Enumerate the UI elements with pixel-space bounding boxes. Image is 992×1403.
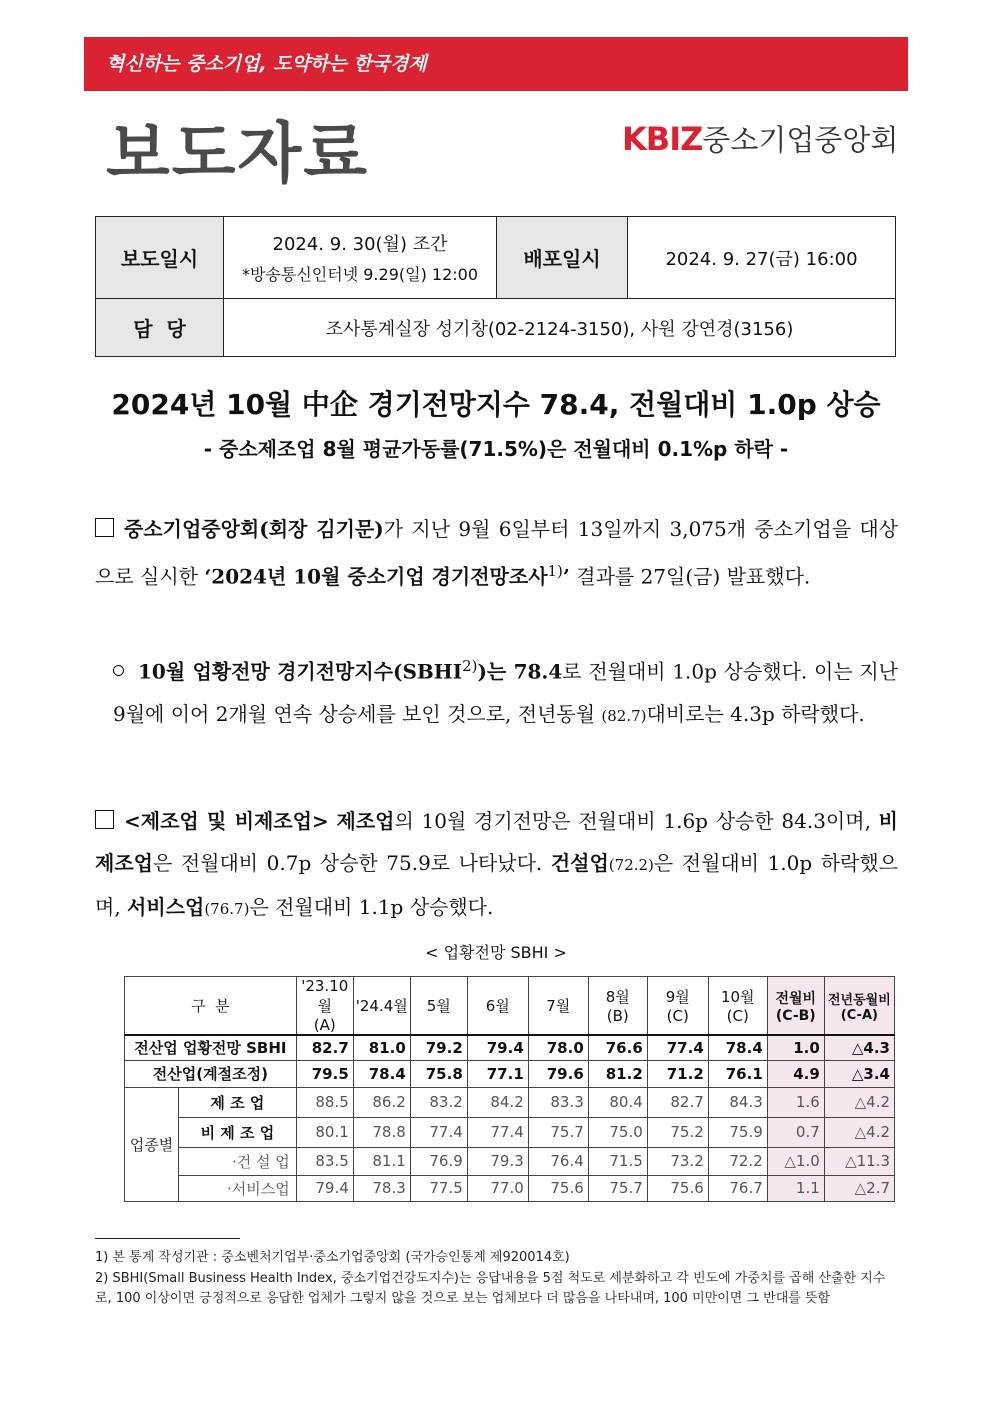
mfg-label: 제조업 — [336, 809, 395, 833]
paragraph-1 — [95, 508, 898, 598]
square-bullet-icon — [95, 518, 114, 537]
table-cell: 83.2 — [410, 1087, 467, 1117]
row-label: 전산업(계절조정) — [125, 1060, 297, 1087]
table-cell: 78.3 — [353, 1175, 410, 1201]
table-cell: 72.2 — [708, 1147, 767, 1175]
header-col: 8월 (B) — [588, 977, 647, 1036]
construction-label: 건설업 — [550, 851, 609, 875]
logo-org-name: 중소기업중앙회 — [702, 123, 899, 157]
table-cell: 81.0 — [353, 1035, 410, 1060]
sbhi-value: )는 78.4 — [477, 659, 563, 684]
para3-text-3: 은 전월대비 1.0p 하락했으며, — [95, 851, 898, 919]
table-cell: 78.4 — [708, 1035, 767, 1060]
headline: 2024년 10월 中企 경기전망지수 78.4, 전월대비 1.0p 상승 — [111, 388, 881, 421]
table-cell: 75.7 — [588, 1175, 647, 1201]
slogan-banner: 혁신하는 중소기업, 도약하는 한국경제 — [84, 37, 908, 91]
table-cell: 77.5 — [410, 1175, 467, 1201]
table-cell: 76.6 — [588, 1035, 647, 1060]
table-cell: 75.7 — [528, 1117, 588, 1147]
table-cell: 75.6 — [528, 1175, 588, 1201]
para1-text-a: 가 지난 9월 6일부터 13일까지 3,075개 중소기업을 대상으로 실시한 — [95, 517, 898, 589]
row-label: 제 조 업 — [179, 1087, 297, 1117]
table-cell: 75.6 — [647, 1175, 708, 1201]
table-cell: 77.1 — [467, 1060, 528, 1087]
distribution-label: 배포일시 — [497, 217, 628, 299]
header-col: 5월 — [410, 977, 467, 1036]
table-cell: 76.9 — [410, 1147, 467, 1175]
table-cell: 71.5 — [588, 1147, 647, 1175]
table-cell: 77.4 — [467, 1117, 528, 1147]
row-label: ·서비스업 — [179, 1175, 297, 1201]
table-cell: 83.5 — [296, 1147, 353, 1175]
table-cell: 79.2 — [410, 1035, 467, 1060]
table-cell: 76.7 — [708, 1175, 767, 1201]
kbiz-logo — [622, 118, 898, 159]
table-cell: 77.4 — [410, 1117, 467, 1147]
distribution-date: 2024. 9. 27(금) 16:00 — [628, 217, 896, 299]
contact-value: 조사통계실장 성기창(02-2124-3150), 사원 강연경(3156) — [224, 299, 896, 357]
contact-label: 담 당 — [96, 299, 224, 357]
org-name: 중소기업중앙회(회장 김기문) — [124, 517, 384, 541]
survey-name: ‘2024년 10월 중소기업 경기전망조사 — [204, 564, 548, 589]
table-cell: 78.8 — [353, 1117, 410, 1147]
table-cell: 71.2 — [647, 1060, 708, 1087]
header-col: '24.4월 — [353, 977, 410, 1036]
sbhi-table — [124, 976, 895, 1202]
table-cell: 1.1 — [767, 1175, 824, 1201]
paragraph-2 — [113, 645, 898, 737]
footnote-mark-1: 1) — [547, 562, 563, 580]
table-row — [125, 1087, 895, 1117]
table-cell: 75.0 — [588, 1117, 647, 1147]
table-header-row — [125, 977, 895, 1036]
table-cell: 79.4 — [467, 1035, 528, 1060]
table-cell: △2.7 — [824, 1175, 894, 1201]
table-cell: △3.4 — [824, 1060, 894, 1087]
table-cell: 1.0 — [767, 1035, 824, 1060]
row-label: 전산업 업황전망 SBHI — [125, 1035, 297, 1060]
table-cell: 75.2 — [647, 1117, 708, 1147]
table-row — [125, 1060, 895, 1087]
table-cell: 76.4 — [528, 1147, 588, 1175]
square-bullet-icon — [95, 810, 114, 829]
para2-text-b: 대비로는 4.3p 하락했다. — [646, 701, 865, 726]
table-cell: 73.2 — [647, 1147, 708, 1175]
table-cell: 79.6 — [528, 1060, 588, 1087]
group-label: 업종별 — [125, 1087, 179, 1201]
table-row — [125, 1175, 895, 1201]
table-row — [125, 1147, 895, 1175]
table-cell: 77.4 — [647, 1035, 708, 1060]
table-cell: 76.1 — [708, 1060, 767, 1087]
header-gubun: 구 분 — [125, 977, 297, 1036]
table-cell: 79.3 — [467, 1147, 528, 1175]
table-cell: 75.9 — [708, 1117, 767, 1147]
table-cell: 84.2 — [467, 1087, 528, 1117]
table-cell: 1.6 — [767, 1087, 824, 1117]
row-label: 비 제 조 업 — [179, 1117, 297, 1147]
para3-text-1: 의 10월 경기전망은 전월대비 1.6p 상승한 84.3이며, — [394, 809, 879, 833]
header-col: 전월비 (C-B) — [767, 977, 824, 1036]
construction-value: (72.2) — [608, 856, 654, 874]
table-row — [125, 1035, 895, 1060]
header-col: 전년동월비 (C-A) — [824, 977, 894, 1036]
table-cell: 82.7 — [296, 1035, 353, 1060]
service-value: (76.7) — [204, 900, 250, 918]
table-caption: < 업황전망 SBHI > — [425, 943, 567, 962]
para2-text-a: 로 전월대비 1.0p 상승했다. 이는 지난 9월에 이어 2개월 연속 상승세를 보인 것으로, 전년동월 — [113, 659, 898, 726]
table-cell: △4.2 — [824, 1117, 894, 1147]
footnote-1: 1) 본 통계 작성기관 : 중소벤처기업부·중소기업중앙회 (국가승인통계 제920014호) — [95, 1250, 570, 1265]
table-cell: △4.3 — [824, 1035, 894, 1060]
release-note: *방송통신인터넷 9.29(일) 12:00 — [241, 265, 479, 284]
table-cell: 80.4 — [588, 1087, 647, 1117]
sbhi-lead: 10월 업황전망 경기전망지수(SBHI — [138, 659, 463, 684]
table-cell: 82.7 — [647, 1087, 708, 1117]
table-cell: 80.1 — [296, 1117, 353, 1147]
service-label: 서비스업 — [127, 895, 205, 919]
paragraph-3 — [95, 800, 898, 930]
table-cell: 81.1 — [353, 1147, 410, 1175]
header-col: 10월 (C) — [708, 977, 767, 1036]
table-cell: 75.8 — [410, 1060, 467, 1087]
para3-text-2: 은 전월대비 0.7p 상승한 75.9로 나타났다. — [152, 851, 551, 875]
table-cell: △11.3 — [824, 1147, 894, 1175]
para1-text-b: 결과를 27일(금) 발표했다. — [569, 564, 811, 589]
section-tag: <제조업 및 비제조업> — [124, 809, 329, 833]
header-col: 9월 (C) — [647, 977, 708, 1036]
circle-bullet-icon — [113, 665, 124, 676]
prev-year-value: (82.7) — [601, 706, 647, 725]
subheadline: - 중소제조업 8월 평균가동률(71.5%)은 전월대비 0.1%p 하락 - — [203, 437, 789, 461]
table-cell: △1.0 — [767, 1147, 824, 1175]
table-cell: 88.5 — [296, 1087, 353, 1117]
footnote-mark-2: 2) — [462, 657, 478, 675]
release-date: 2024. 9. 30(월) 조간 — [272, 234, 448, 255]
table-cell: 78.0 — [528, 1035, 588, 1060]
release-date-cell — [224, 217, 497, 299]
para3-text-4: 은 전월대비 1.1p 상승했다. — [249, 895, 494, 919]
table-row — [125, 1117, 895, 1147]
header-col: 6월 — [467, 977, 528, 1036]
table-cell: 83.3 — [528, 1087, 588, 1117]
logo-mark: KBIZ — [622, 120, 703, 158]
table-cell: 0.7 — [767, 1117, 824, 1147]
table-cell: 84.3 — [708, 1087, 767, 1117]
table-cell: 78.4 — [353, 1060, 410, 1087]
quote-close: ’ — [562, 564, 570, 589]
table-cell: 86.2 — [353, 1087, 410, 1117]
row-label: ·건 설 업 — [179, 1147, 297, 1175]
table-cell: 79.5 — [296, 1060, 353, 1087]
table-cell: △4.2 — [824, 1087, 894, 1117]
footnote-divider — [95, 1238, 240, 1239]
table-cell: 81.2 — [588, 1060, 647, 1087]
release-date-label: 보도일시 — [96, 217, 224, 299]
nonmfg-label: 비제조업 — [95, 809, 898, 875]
table-cell: 77.0 — [467, 1175, 528, 1201]
header-col: 7월 — [528, 977, 588, 1036]
header-col: '23.10월 (A) — [296, 977, 353, 1036]
document-title: 보도자료 — [106, 115, 370, 192]
footnote-2: 2) SBHI(Small Business Health Index, 중소기업건강도지수)는 응답내용을 5점 척도로 세분화하고 각 빈도에 가중치를 곱해 산출한 지수로, 100 이상이면 긍정적으로 응답한 업체가 그렇지 않을 것으로 보는 업체보다 더 많음을 나타내며, 100 미만이면 그 반대를 뜻함 — [95, 1271, 886, 1306]
release-info-table — [95, 216, 896, 357]
table-cell: 79.4 — [296, 1175, 353, 1201]
table-cell: 4.9 — [767, 1060, 824, 1087]
